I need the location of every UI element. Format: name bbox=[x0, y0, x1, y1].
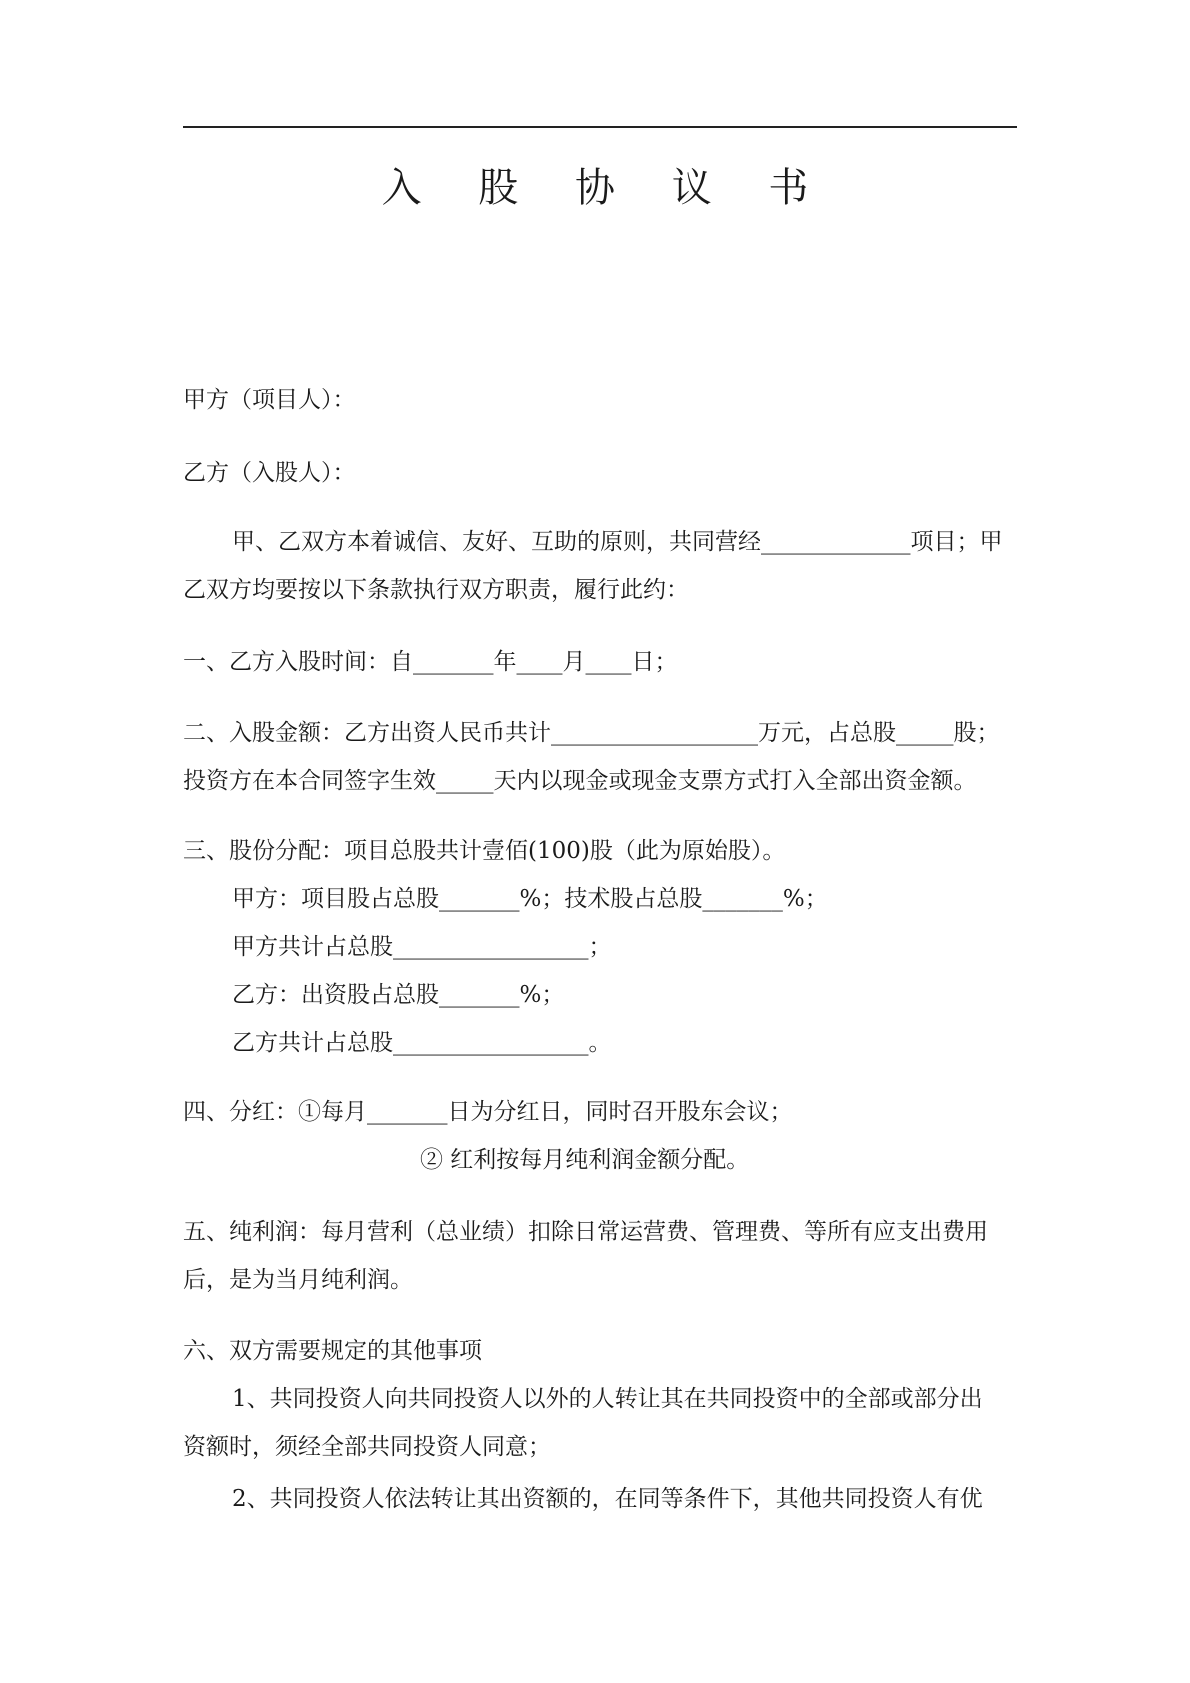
clause-6-item-1-line-1: 1、共同投资人向共同投资人以外的人转让其在共同投资中的全部或部分出 bbox=[232, 1386, 983, 1412]
clause-3-party-a-shares: 甲方：项目股占总股_______%；技术股占总股_______%； bbox=[232, 886, 828, 912]
clause-3-party-a-total: 甲方共计占总股_________________； bbox=[232, 934, 612, 960]
clause-3-party-b-total: 乙方共计占总股_________________。 bbox=[232, 1030, 612, 1056]
intro-paragraph-line-1: 甲、乙双方本着诚信、友好、互助的原则，共同营经_____________项目；甲 bbox=[232, 529, 1003, 555]
party-a-label: 甲方（项目人）： bbox=[183, 387, 356, 413]
clause-3-heading: 三、股份分配：项目总股共计壹佰(100)股（此为原始股）。 bbox=[183, 838, 786, 864]
clause-4-line-2: ② 红利按每月纯利润金额分配。 bbox=[420, 1147, 750, 1173]
document-title: 入 股 协 议 书 bbox=[381, 165, 831, 211]
intro-paragraph-line-2: 乙双方均要按以下条款执行双方职责，履行此约： bbox=[183, 577, 689, 603]
clause-6-item-1-line-2: 资额时，须经全部共同投资人同意； bbox=[183, 1434, 551, 1460]
clause-2-line-1: 二、入股金额：乙方出资人民币共计__________________万元，占总股_____股； bbox=[183, 720, 1000, 746]
clause-6-item-2-line-1: 2、共同投资人依法转让其出资额的，在同等条件下，其他共同投资人有优 bbox=[232, 1486, 983, 1512]
clause-2-line-2: 投资方在本合同签字生效_____天内以现金或现金支票方式打入全部出资金额。 bbox=[183, 768, 977, 794]
clause-6-heading: 六、双方需要规定的其他事项 bbox=[183, 1338, 482, 1364]
clause-1: 一、乙方入股时间：自_______年____月____日； bbox=[183, 649, 678, 675]
clause-4-line-1: 四、分红：①每月_______日为分红日，同时召开股东会议； bbox=[183, 1099, 793, 1125]
party-b-label: 乙方（入股人）： bbox=[183, 460, 356, 486]
clause-3-party-b-shares: 乙方：出资股占总股_______%； bbox=[232, 982, 565, 1008]
clause-5-line-2: 后，是为当月纯利润。 bbox=[183, 1267, 413, 1293]
clause-5-line-1: 五、纯利润：每月营利（总业绩）扣除日常运营费、管理费、等所有应支出费用 bbox=[183, 1219, 988, 1245]
header-rule bbox=[183, 126, 1017, 128]
